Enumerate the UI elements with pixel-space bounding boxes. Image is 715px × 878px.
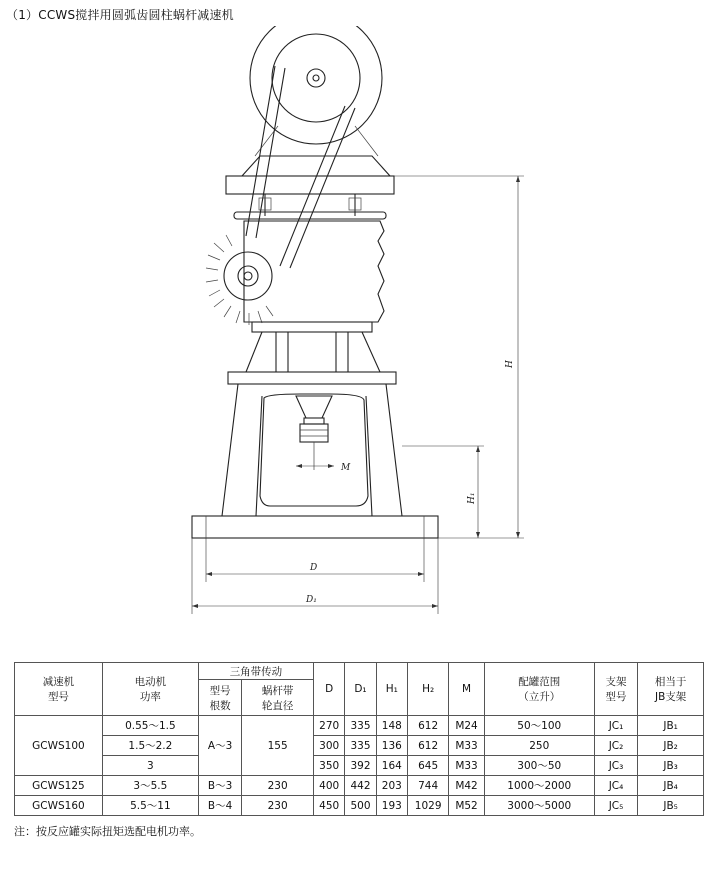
table-cell: 155 (242, 716, 314, 776)
table-cell: M52 (449, 796, 484, 816)
dim-label-h1: H₁ (467, 492, 477, 504)
page-title: （1）CCWS搅拌用圆弧齿圆柱蜗杆减速机 (6, 8, 234, 22)
table-cell: GCWS100 (15, 716, 103, 776)
table-cell: 3 (102, 756, 198, 776)
spec-table (14, 662, 704, 816)
th-range: 配罐范围 （立升） (484, 663, 594, 716)
base-plate (192, 516, 438, 538)
table-cell: 335 (345, 716, 376, 736)
motor-pulley-inner (272, 34, 360, 122)
th-support: 支架 型号 (594, 663, 637, 716)
table-row (15, 716, 704, 736)
table-cell: JC₅ (594, 796, 637, 816)
th-belt-type: 型号 根数 (198, 680, 241, 716)
th-vbelt: 三角带传动 (198, 663, 313, 680)
table-cell: B～3 (198, 776, 241, 796)
table-row (15, 776, 704, 796)
table-cell: A～3 (198, 716, 241, 776)
table-cell: 335 (345, 736, 376, 756)
dim-label-d: D (310, 563, 318, 573)
table-cell: 300～50 (484, 756, 594, 776)
table-cell: 3000～5000 (484, 796, 594, 816)
table-cell: 645 (407, 756, 448, 776)
th-h1: H₁ (376, 663, 407, 716)
motor-hub (307, 69, 325, 87)
table-cell: 164 (376, 756, 407, 776)
table-cell: 392 (345, 756, 376, 776)
dim-label-d1: D₁ (306, 595, 317, 605)
table-cell: JB₅ (638, 796, 704, 816)
table-cell: JB₃ (638, 756, 704, 776)
table-cell: JC₃ (594, 756, 637, 776)
table-cell: 203 (376, 776, 407, 796)
table-cell: 193 (376, 796, 407, 816)
th-pulley: 蜗杆带 轮直径 (242, 680, 314, 716)
table-cell: 50～100 (484, 716, 594, 736)
table-cell: B～4 (198, 796, 241, 816)
th-d1: D₁ (345, 663, 376, 716)
worm-gear (224, 252, 272, 300)
footnote: 注：按反应罐实际扭矩选配电机功率。 (14, 825, 201, 838)
th-m: M (449, 663, 484, 716)
th-model: 减速机 型号 (15, 663, 103, 716)
table-cell: JC₂ (594, 736, 637, 756)
table-cell: JC₁ (594, 716, 637, 736)
table-cell: 400 (314, 776, 345, 796)
table-cell: 230 (242, 776, 314, 796)
table-cell: 612 (407, 736, 448, 756)
table-cell: GCWS160 (15, 796, 103, 816)
table-cell: 136 (376, 736, 407, 756)
table-cell: M24 (449, 716, 484, 736)
table-row (15, 736, 704, 756)
table-cell: 5.5～11 (102, 796, 198, 816)
table-cell: JB₄ (638, 776, 704, 796)
table-row (15, 796, 704, 816)
th-d: D (314, 663, 345, 716)
dim-label-h: H (505, 360, 515, 368)
table-cell: JC₄ (594, 776, 637, 796)
table-cell: 350 (314, 756, 345, 776)
table-cell: 0.55～1.5 (102, 716, 198, 736)
table-cell: JB₁ (638, 716, 704, 736)
table-cell: JB₂ (638, 736, 704, 756)
table-row (15, 756, 704, 776)
th-h2: H₂ (407, 663, 448, 716)
reducer-drawing (0, 26, 715, 626)
table-cell: M42 (449, 776, 484, 796)
table-cell: 1.5～2.2 (102, 736, 198, 756)
table-cell: 1000～2000 (484, 776, 594, 796)
table-cell: 450 (314, 796, 345, 816)
table-cell: 270 (314, 716, 345, 736)
table-cell: 3～5.5 (102, 776, 198, 796)
dim-label-m: M (341, 463, 351, 473)
support-frame (222, 384, 402, 516)
table-cell: 612 (407, 716, 448, 736)
table-cell: 500 (345, 796, 376, 816)
table-cell: GCWS125 (15, 776, 103, 796)
table-cell: 300 (314, 736, 345, 756)
motor-pulley-outer (250, 26, 382, 144)
table-cell: 230 (242, 796, 314, 816)
table-cell: 148 (376, 716, 407, 736)
mid-flange (228, 372, 396, 384)
table-cell: M33 (449, 756, 484, 776)
table-cell: 1029 (407, 796, 448, 816)
gearbox-body (244, 221, 384, 322)
th-jb: 相当于 JB支架 (638, 663, 704, 716)
th-power: 电动机 功率 (102, 663, 198, 716)
table-cell: 250 (484, 736, 594, 756)
table-cell: 744 (407, 776, 448, 796)
table-cell: 442 (345, 776, 376, 796)
table-cell: M33 (449, 736, 484, 756)
